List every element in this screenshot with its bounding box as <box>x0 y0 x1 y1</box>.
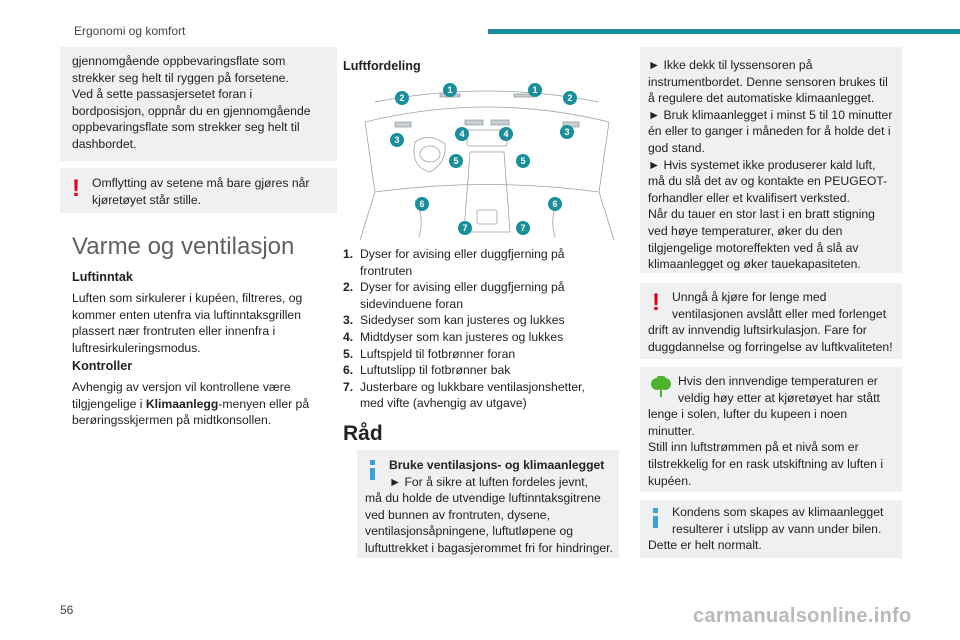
info-box-condensation <box>640 500 902 558</box>
text-line: duggdannelse og forringelse av luftkvaliteten! <box>648 339 893 354</box>
badge-label: 1 <box>532 85 538 95</box>
text-line: frontruten <box>360 263 413 278</box>
text-line: forhandler eller et kvalifisert verksted. <box>648 190 850 205</box>
text-line: Unngå å kjøre for lenge med <box>672 290 827 304</box>
item-number: 1. <box>343 247 354 261</box>
text-line: Ved å sette passasjersetet foran i <box>72 87 253 102</box>
center-vent-left <box>465 120 483 125</box>
text-line: Kondens som skapes av klimaanlegget <box>672 505 884 519</box>
info-text <box>365 457 619 557</box>
text-line: luftresirkuleringsmodus. <box>72 340 201 355</box>
text-line: kupéen. <box>648 473 692 488</box>
text-line: veldig høy etter at kjøretøyet har stått <box>678 390 880 405</box>
text-line: ► Hvis systemet ikke produserer kald luft, <box>648 157 876 172</box>
text-line <box>72 396 342 413</box>
text-line: Når du tauer en stor last i en bratt stigning <box>648 207 875 222</box>
text-line: plassert nær frontruten eller innenfra i <box>72 324 276 339</box>
info-text <box>648 504 894 554</box>
item-number: 2. <box>343 280 354 295</box>
text-line: god stand. <box>648 140 705 155</box>
header-accent-bar <box>488 29 960 34</box>
text-line: minutter. <box>648 423 695 438</box>
badge-label: 7 <box>520 223 526 233</box>
right-door-line <box>599 192 614 240</box>
item-number: 4. <box>343 329 354 344</box>
list-item <box>343 279 623 312</box>
text-line: Avhengig av versjon vil kontrollene være <box>72 380 291 394</box>
text-line: Luften som sirkulerer i kupéen, filtreres, og <box>72 291 303 305</box>
text-line: ventilasjonsåpningene, luftutløpene og <box>365 524 574 539</box>
heading-air-distribution: Luftfordeling <box>343 59 421 73</box>
text-line: sidevinduene foran <box>360 296 463 311</box>
badge-label: 6 <box>419 199 425 209</box>
text-line: resulterer i utslipp av vann under bilen. <box>672 521 882 536</box>
warning-box-ventilation <box>640 283 902 359</box>
text-line: med vifte (avhengig av utgave) <box>360 396 527 411</box>
text-line: oppbevaringsflate som strekker seg helt til <box>72 120 300 135</box>
text-line: Still inn luftstrømmen på et nivå som er <box>648 440 859 455</box>
continued-note-box <box>60 47 337 161</box>
text-line: ved bunnen av frontruten, dysene, <box>365 507 550 522</box>
item-number: 3. <box>343 313 354 328</box>
text-line: klimaanlegget og øker tauekapasiteten. <box>648 257 861 272</box>
list-item <box>343 312 623 329</box>
badge-label: 2 <box>399 93 405 103</box>
text-line: kjøretøyet står stille. <box>92 192 202 207</box>
list-item <box>343 379 623 412</box>
list-item <box>343 346 623 363</box>
header-title: Ergonomi og komfort <box>74 24 186 38</box>
continued-note-text <box>72 53 325 153</box>
text-line: ► For å sikre at luften fordeles jevnt, <box>389 474 589 489</box>
badge-label: 1 <box>447 85 453 95</box>
list-item <box>343 329 623 346</box>
text-line: Justerbare og lukkbare ventilasjonshetter, <box>360 379 585 394</box>
warning-box-seats <box>60 168 337 213</box>
text-line: Sidedyser som kan justeres og lukkes <box>360 313 565 328</box>
text-line: å regulere det automatiske klimaanlegget. <box>648 91 875 106</box>
badge-label: 4 <box>503 129 509 139</box>
text-line: må du slå det av og kontakte en PEUGEOT- <box>648 174 888 189</box>
badge-label: 7 <box>462 223 468 233</box>
text-line: Hvis den innvendige temperaturen er <box>678 374 878 388</box>
advice-text <box>648 57 894 273</box>
text-line: luftuttrekket i bagasjerommet fri for hindringer. <box>365 540 613 555</box>
badge-label: 2 <box>567 93 573 103</box>
section-title-advice: Råd <box>343 422 383 445</box>
text-line: ► Ikke dekk til lyssensoren på <box>648 58 813 72</box>
badge-label: 6 <box>552 199 558 209</box>
info-box-ventilation <box>357 450 619 558</box>
heading-controls: Kontroller <box>72 359 133 373</box>
text-line: berøringsskjermen på midtkonsollen. <box>72 413 272 428</box>
warning-icon: ! <box>72 175 80 202</box>
warning-text <box>92 175 337 208</box>
list-item <box>343 246 623 279</box>
steering-wheel <box>414 137 445 172</box>
text-line: Omflytting av setene må bare gjøres når <box>92 176 310 190</box>
eco-tip-box <box>640 367 902 492</box>
text-span: -menyen eller på <box>218 396 310 411</box>
info-title: Bruke ventilasjons- og klimaanlegget <box>389 458 605 472</box>
text-line: Luftspjeld til fotbrønner foran <box>360 346 516 361</box>
text-line: instrumentbordet. Denne sensoren brukes til <box>648 74 888 89</box>
text-line: tilstrekkelig for en rask utskiftning av luften i <box>648 456 884 471</box>
menu-name: Klimaanlegg <box>145 396 219 411</box>
text-line: tilgjengelige motoreffekten ved å slå av <box>648 240 859 255</box>
badge-label: 3 <box>564 127 570 137</box>
text-line: Dyser for avising eller duggfjerning på <box>360 247 565 261</box>
text-line: Dyser for avising eller duggfjerning på <box>360 280 565 295</box>
text-line: kommer enten utenfra via luftinntaksgrillen <box>72 307 301 322</box>
side-vent-left <box>395 122 411 127</box>
watermark: carmanualsonline.info <box>693 605 912 627</box>
center-vent-right <box>491 120 509 125</box>
badge-label: 5 <box>453 156 459 166</box>
section-title-heating: Varme og ventilasjon <box>72 233 295 260</box>
left-door-line <box>360 192 375 240</box>
text-line: drift av innvendig luftsirkulasjon. Fare for <box>648 323 867 338</box>
text-line: dashbordet. <box>72 136 137 151</box>
advice-box-sensor <box>640 47 902 273</box>
eco-text <box>648 373 894 489</box>
text-line: bordposisjon, oppnår du en gjennomgående <box>72 103 311 118</box>
badge-label: 4 <box>459 129 465 139</box>
badge-label: 3 <box>394 135 400 145</box>
air-intake-text <box>72 290 342 356</box>
list-item <box>343 362 623 379</box>
badge-label: 5 <box>520 156 526 166</box>
text-line: Luftutslipp til fotbrønner bak <box>360 363 511 378</box>
center-console <box>464 152 510 232</box>
item-number: 6. <box>343 363 354 378</box>
controls-text <box>72 379 342 429</box>
page-number: 56 <box>60 603 74 617</box>
air-distribution-diagram <box>355 82 619 242</box>
text-line: ► Bruk klimaanlegget i minst 5 til 10 minutter <box>648 107 893 122</box>
text-line: Dette er helt normalt. <box>648 538 762 553</box>
text-line: strekker seg helt til ryggen på forsetene. <box>72 70 289 85</box>
steering-hub <box>420 146 440 162</box>
item-number: 7. <box>343 379 354 394</box>
text-line: gjennomgående oppbevaringsflate som <box>72 54 286 68</box>
item-number: 5. <box>343 346 354 361</box>
text-span: tilgjengelige i <box>72 396 146 411</box>
text-line: ved høye temperaturer, øker du den <box>648 223 843 238</box>
text-line: én eller to ganger i måneden for å holde det i <box>648 124 891 139</box>
text-line: Midtdyser som kan justeres og lukkes <box>360 329 564 344</box>
heading-air-intake: Luftinntak <box>72 270 133 284</box>
warning-text <box>648 289 894 355</box>
rear-vents <box>477 210 497 224</box>
text-line: lenge i solen, lufter du kupeen i noen <box>648 407 848 422</box>
text-line: må du holde de utvendige luftinntaksgitrene <box>365 491 601 506</box>
air-distribution-legend <box>343 246 623 412</box>
warning-icon: ! <box>652 289 660 316</box>
dashboard-top-line <box>365 107 609 122</box>
text-line: ventilasjonen avslått eller med forlenget <box>672 306 887 321</box>
